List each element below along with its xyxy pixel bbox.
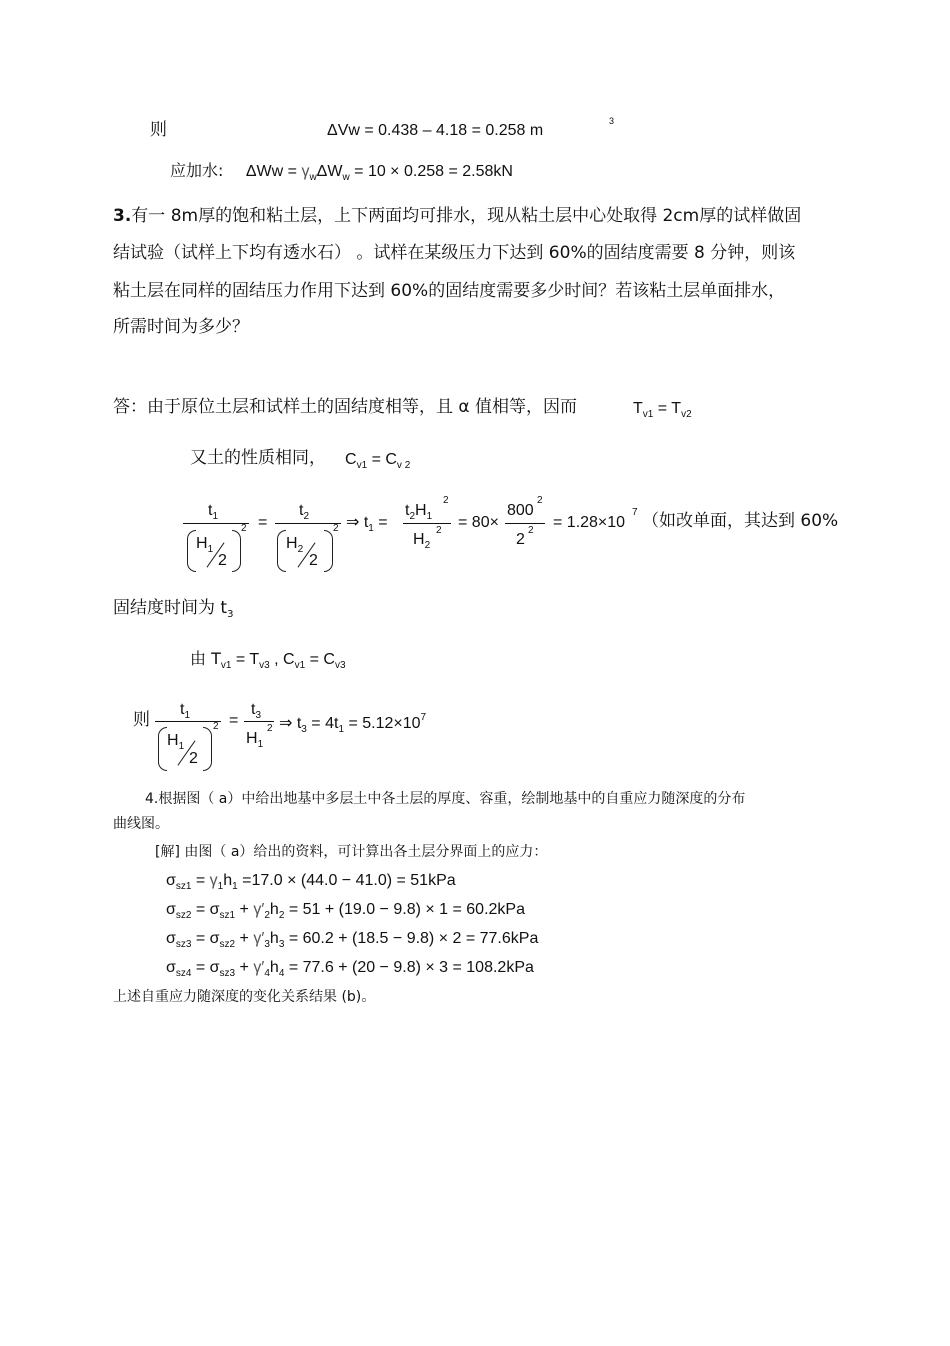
frac5-left-paren: [158, 727, 167, 771]
final-result: ⇒ $t_3 = 4t_1 = 5.12\times 10^7$: [279, 712, 427, 735]
frac5-right-paren: [203, 727, 212, 771]
frac4-den-square: 2: [528, 525, 534, 536]
frac5-two: 2: [189, 750, 198, 767]
frac2-square: 2: [333, 523, 339, 534]
stress-eq-2: $\sigma_{sz2} = \sigma_{sz1} + \gamma'_2h_2 = 51 + (19.0 - 9.8) \times 1 = 60.2kPa$: [166, 901, 525, 921]
stress-eq-3: $\sigma_{sz3} = \sigma_{sz2} + \gamma'_3h_3 = 60.2 + (18.5 - 9.8) \times 2 = 77.6kPa$: [166, 930, 539, 950]
frac1-numerator: $t_1$: [208, 502, 219, 522]
frac6-square: 2: [267, 723, 273, 734]
frac3-den-square: 2: [436, 525, 442, 536]
frac5-h1: $H_1$: [167, 732, 185, 752]
implies-t1: ⇒ $t_1$ =: [346, 514, 388, 534]
frac4-num-square: 2: [537, 495, 543, 506]
frac1-two: 2: [218, 552, 227, 569]
problem3-line3: 粘土层在同样的固结压力作用下达到 60%的固结度需要多少时间？若该粘土层单面排水，: [113, 281, 786, 301]
frac2-bar: [275, 523, 341, 524]
result-exponent: 7: [632, 507, 638, 518]
frac2-right-paren: [324, 530, 333, 572]
equals-80: = 80×: [458, 514, 499, 531]
ze-label-2: 则: [133, 710, 150, 730]
frac3-bar: [403, 523, 451, 524]
cubic-exponent: 3: [609, 116, 615, 126]
delta-vw-equation: ΔVw = 0.438 – 4.18 = 0.258 m: [327, 122, 544, 139]
frac2-left-paren: [277, 530, 286, 572]
tv-equality: $T_{v1} = T_{v2}$: [633, 400, 692, 420]
frac6-bar: [244, 721, 274, 722]
frac1-h1: $H_1$: [196, 535, 214, 555]
answer-line1: 答：由于原位土层和试样土的固结度相等，且 α 值相等，因而: [113, 397, 578, 417]
frac5-bar: [155, 721, 221, 722]
frac3-numerator: $t_2H_1$: [405, 502, 433, 522]
frac3-num-square: 2: [443, 495, 449, 506]
cv-equality: $C_{v1} = C_{v 2}$: [345, 451, 411, 471]
ze-label: 则: [150, 120, 167, 140]
frac2-two: 2: [309, 552, 318, 569]
problem3-line2: 结试验（试样上下均有透水石） 。试样在某级压力下达到 60%的固结度需要 8 分钟，则该: [113, 243, 796, 263]
problem4-line2: 曲线图。: [113, 816, 169, 832]
stress-eq-1: $\sigma_{sz1} = \gamma_1h_1 =17.0 \times (44.0 - 41.0) = 51kPa$: [166, 872, 456, 892]
frac6-denominator: $H_1$: [246, 730, 264, 750]
frac2-numerator: $t_2$: [299, 502, 310, 522]
frac1-left-paren: [187, 530, 196, 572]
conclusion-text: 上述自重应力随深度的变化关系结果 (b)。: [113, 989, 376, 1005]
equals-sign-2: =: [229, 712, 239, 729]
frac4-denominator: 2: [516, 531, 525, 548]
tv-cv-relation: 由 $T_{v1} = T_{v3}$ , $C_{v1} = C_{v3}$: [190, 649, 346, 671]
problem3-line1: 3.有一 8m厚的饱和粘土层，上下两面均可排水，现从粘土层中心处取得 2cm厚的试样做固: [113, 206, 802, 226]
frac5-square: 2: [213, 721, 219, 732]
equals-sign-1: =: [258, 514, 268, 531]
frac6-numerator: $t_3$: [251, 701, 262, 721]
frac3-denominator: $H_2$: [413, 531, 431, 551]
answer-line2: 又土的性质相同，: [190, 448, 326, 468]
frac1-bar: [183, 523, 249, 524]
frac4-bar: [505, 523, 545, 524]
frac4-numerator: 800: [507, 502, 534, 519]
frac1-square: 2: [241, 523, 247, 534]
frac2-h2: $H_2$: [286, 535, 304, 555]
problem3-line4: 所需时间为多少？: [113, 317, 249, 337]
solution-intro: [解] 由图（ a）给出的资料，可计算出各土层分界面上的应力：: [155, 844, 548, 860]
answer-line3: 固结度时间为 $t_3$: [113, 598, 234, 620]
single-drainage-note: （如改单面，其达到 60%: [642, 511, 839, 531]
problem4-line1: 4.根据图（ a）中给出地基中多层土中各土层的厚度、容重，绘制地基中的自重应力随深度的分布: [145, 791, 746, 807]
frac5-numerator: $t_1$: [180, 701, 191, 721]
stress-eq-4: $\sigma_{sz4} = \sigma_{sz3} + \gamma'_4h_4 = 77.6 + (20 - 9.8) \times 3 = 108.2kPa$: [166, 959, 534, 979]
add-water-equation: 应加水: $\Delta Ww = \gamma_w\Delta W_w = 10 \times 0.258 = 2.58kN$: [170, 161, 513, 183]
frac1-right-paren: [232, 530, 241, 572]
result-value: = 1.28×10: [553, 514, 626, 531]
